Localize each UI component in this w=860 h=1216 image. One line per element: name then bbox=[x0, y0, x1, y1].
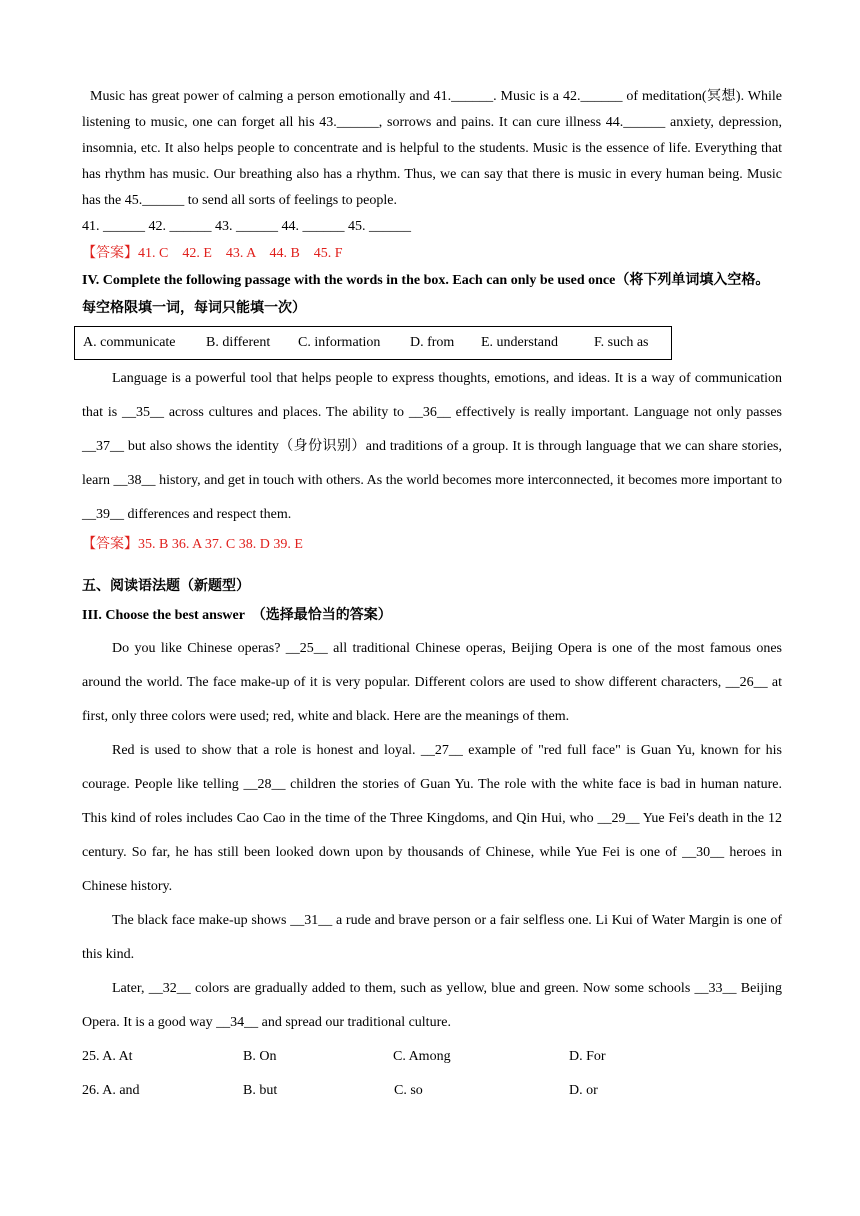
word-option-b: B. different bbox=[206, 335, 271, 350]
question-25-options bbox=[82, 1040, 782, 1074]
section-five-title: 五、阅读语法题（新题型） bbox=[82, 579, 250, 594]
answer-key-41-45: 【答案】41. C 42. E 43. A 44. B 45. F bbox=[82, 246, 343, 261]
passage-language: Language is a powerful tool that helps people to express thoughts, emotions, and ideas. It is a way of communication that is __35__ across cultures and places. The ability to __36__ effectively is really important. Language not only passes __37__ but also shows the identity（身份识别）and traditions of a group. It is through language that we can share stories, learn __38__ history, and get in touch with others. As the world becomes more interconnected, it becomes more important to __39__ differences and respect them. bbox=[82, 371, 782, 522]
passage-music bbox=[82, 84, 782, 214]
word-option-e: E. understand bbox=[481, 335, 558, 350]
word-option-f: F. such as bbox=[594, 335, 649, 350]
answer-blanks-41-45: 41. ______ 42. ______ 43. ______ 44. ______ 45. ______ bbox=[82, 219, 411, 234]
word-option-d: D. from bbox=[410, 335, 455, 350]
option-25-d: D. For bbox=[569, 1049, 606, 1064]
section-iii-heading: III. Choose the best answer （选择最恰当的答案） bbox=[82, 608, 392, 623]
option-26-c: C. so bbox=[394, 1083, 423, 1098]
word-box bbox=[74, 326, 672, 360]
opera-paragraph-2: Red is used to show that a role is honest and loyal. __27__ example of "red full face" is Guan Yu, known for his courage. People like telling __28__ children the stories of Guan Yu. The role with the white face is bad in human nature. This kind of roles includes Cao Cao in the time of the Three Kingdoms, and Qin Hui, who __29__ Yue Fei's death in the 12 century. So far, he has still been looked down upon by thousands of Chinese, while Yue Fei is one of __30__ heroes in Chinese history. bbox=[82, 743, 782, 894]
passage-music-text: Music has great power of calming a person emotionally and 41.______. Music is a 42.______ of meditation(冥想). While listening to music, one can forget all his 43.______, sorrows and pains. It can cure illness 44.______ anxiety, depression, insomnia, etc. It also helps people to concentrate and is helpful to the students. Music is the essence of life. Everything that has rhythm has music. Our breathing also has a rhythm. Thus, we can say that there is music in every human being. Music has the 45.______ to send all sorts of feelings to people. bbox=[82, 89, 782, 208]
option-25-c: C. Among bbox=[393, 1049, 451, 1064]
word-option-a: A. communicate bbox=[83, 335, 176, 350]
opera-paragraph-4: Later, __32__ colors are gradually added to them, such as yellow, blue and green. Now some schools __33__ Beijing Opera. It is a good way __34__ and spread our traditional culture. bbox=[82, 981, 782, 1030]
option-26-b: B. but bbox=[243, 1083, 278, 1098]
opera-paragraph-1: Do you like Chinese operas? __25__ all traditional Chinese operas, Beijing Opera is one of the most famous ones around the world. The face make-up of it is very popular. Different colors are used to show different characters, __26__ at first, only three colors were used; red, white and black. Here are the meanings of them. bbox=[82, 641, 782, 724]
answer-key-35-39: 【答案】35. B 36. A 37. C 38. D 39. E bbox=[82, 537, 303, 552]
question-26-options bbox=[82, 1074, 782, 1108]
option-25-b: B. On bbox=[243, 1049, 277, 1064]
option-26-a: 26. A. and bbox=[82, 1083, 140, 1098]
option-25-a: 25. A. At bbox=[82, 1049, 133, 1064]
section-iv-heading: IV. Complete the following passage with the words in the box. Each can only be used once（将下列单词填入空格。每空格限填一词，每词只能填一次） bbox=[82, 273, 770, 316]
document-page bbox=[82, 84, 782, 1108]
word-option-c: C. information bbox=[298, 335, 381, 350]
opera-paragraph-3: The black face make-up shows __31__ a rude and brave person or a fair selfless one. Li Kui of Water Margin is one of this kind. bbox=[82, 913, 782, 962]
option-26-d: D. or bbox=[569, 1083, 598, 1098]
